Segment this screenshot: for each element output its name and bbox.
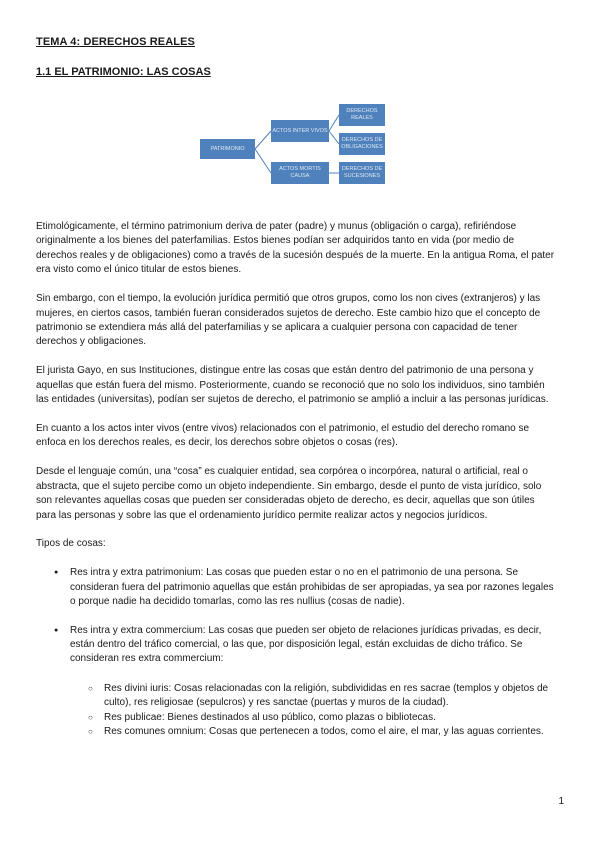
diagram-node-patrimonio: PATRIMONIO bbox=[200, 139, 255, 159]
diagram-node-actos-mortis-causa: ACTOS MORTIS CAUSA bbox=[271, 162, 329, 184]
patrimonio-diagram bbox=[0, 98, 600, 194]
list-item bbox=[36, 624, 556, 740]
tipos-list bbox=[36, 566, 556, 739]
paragraph: Etimológicamente, el término patrimonium deriva de pater (padre) y munus (obligación o carga), refiriéndose originalmente a los bienes del paterfamilias. Estos bienes podían ser adquiridos tanto en vida (por medio de derechos reales y de obligaciones) como a través de la sucesión después de la muerte. En la antigua Roma, el pater era visto como el único titular de estos bienes. bbox=[36, 221, 555, 276]
diagram-node-derechos-obligaciones: DERECHOS DE OBLIGACIONES bbox=[339, 133, 385, 155]
connector-intervivos-reales bbox=[329, 115, 339, 131]
sub-list-item: ○ Res divini iuris: Cosas relacionadas con la religión, subdivididas en res sacrae (templos y objetos de culto), res religiosae (sepulcros) y res sanctae (puertas y muros de la ciudad). bbox=[70, 682, 556, 711]
list-item-text: Res intra y extra commercium: Las cosas que pueden ser objeto de relaciones jurídicas privadas, es decir, están dentro del tráfico comercial, o las que, por disposición legal, están excluidas de dicho tráfico. Se consideran res extra commercium: bbox=[70, 624, 542, 665]
document-body bbox=[36, 220, 556, 753]
connector-intervivos-obligaciones bbox=[329, 131, 339, 144]
list-item-text: Res intra y extra patrimonium: Las cosas que pueden estar o no en el patrimonio de una persona. Se consideran fuera del patrimonio aquellas que están prohibidas de ser apropiadas, ya sea por razones legales o porque nadie ha decidido tomarlas, como las res nullius (cosas de nadie). bbox=[70, 567, 554, 608]
paragraph: Sin embargo, con el tiempo, la evolución jurídica permitió que otros grupos, como los non cives (extranjeros) y las mujeres, en ciertos casos, también fueran considerados sujetos de derecho. Este cambio hizo que el concepto de patrimonio se extendiera más allá del paterfamilias y se aplicara a cualquier persona con capacidad de tener derechos y obligaciones. bbox=[36, 293, 541, 348]
tipos-label: Tipos de cosas: bbox=[36, 538, 106, 550]
diagram-node-actos-inter-vivos: ACTOS INTER VIVOS bbox=[271, 120, 329, 142]
page-number: 1 bbox=[558, 796, 564, 807]
paragraph: Desde el lenguaje común, una “cosa” es cualquier entidad, sea corpórea o incorpórea, natural o artificial, real o abstracta, que el sujeto percibe como un objeto independiente. Sin embargo, desde el punto de vista jurídico, solo son relevantes aquellas cosas que pueden ser consideradas objeto de derecho, es decir, aquellas que son útiles para las personas y sobre las que el ordenamiento jurídico permite realizar actos y negocios jurídicos. bbox=[36, 466, 542, 521]
sub-list-item: ○ Res publicae: Bienes destinados al uso público, como plazas o bibliotecas. bbox=[70, 711, 556, 725]
list-item bbox=[36, 566, 556, 609]
paragraph: En cuanto a los actos inter vivos (entre vivos) relacionados con el patrimonio, el estudio del derecho romano se enfoca en los derechos reales, es decir, los derechos sobre objetos o cosas (res). bbox=[36, 422, 530, 449]
diagram-node-derechos-reales: DERECHOS REALES bbox=[339, 104, 385, 126]
sub-list bbox=[70, 682, 556, 740]
chapter-heading: TEMA 4: DERECHOS REALES bbox=[36, 36, 195, 48]
paragraph: El jurista Gayo, en sus Instituciones, distingue entre las cosas que están dentro del patrimonio de una persona y aquellas que están fuera del mismo. Posteriormente, cuando se reconoció que no solo los individuos, sino también las entidades (universitas), podían ser sujetos de derecho, el patrimonio se amplió a incluir a las personas jurídicas. bbox=[36, 365, 549, 406]
connector-root-intervivos bbox=[255, 131, 271, 149]
section-heading: 1.1 EL PATRIMONIO: LAS COSAS bbox=[36, 66, 211, 78]
diagram-node-derechos-sucesiones: DERECHOS DE SUCESIONES bbox=[339, 162, 385, 184]
sub-list-item: ○ Res comunes omnium: Cosas que pertenecen a todos, como el aire, el mar, y las aguas corrientes. bbox=[70, 725, 556, 739]
connector-root-mortiscausa bbox=[255, 149, 271, 173]
